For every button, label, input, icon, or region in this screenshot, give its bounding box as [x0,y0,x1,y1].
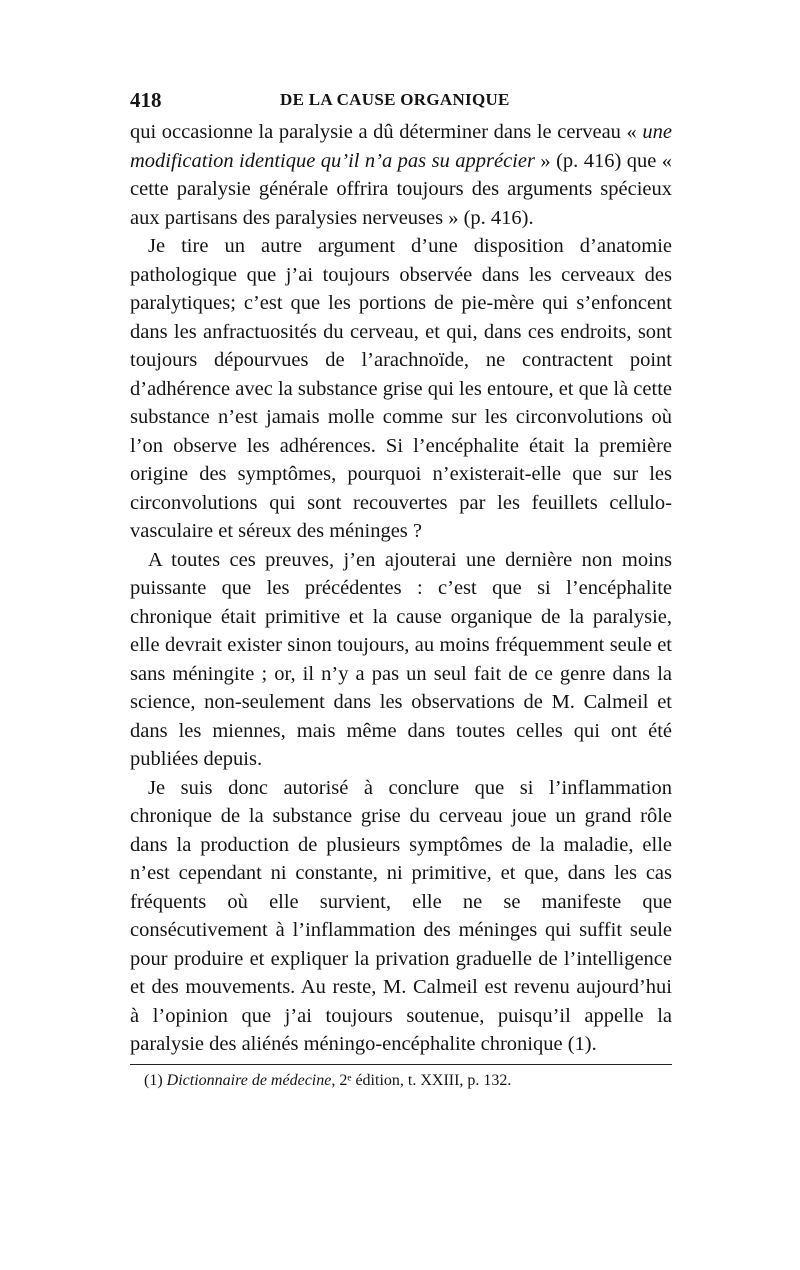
body-text [130,118,672,1059]
footnote-rule [130,1064,672,1065]
paragraph-1-run-3: » (p. 416) que « cette paralysie générale offrira toujours des arguments spécieux aux partisans des paralysies nerveuses » (p. 416). [130,149,672,229]
paragraph-4 [130,774,672,1059]
paragraph-3 [130,546,672,774]
page-number: 418 [130,88,162,112]
paragraph-1-run-2-italic: une modification identique qu’il n’a pas su apprécier [130,121,672,172]
paragraph-4-run-1: Je suis donc autorisé à conclure que si l’inflammation chronique de la substance grise du cerveau joue un grand rôle dans la production de plusieurs symptômes de la maladie, elle n’est cependant ni constante, ni primitive, et que, dans les cas fréquents où elle survient, elle ne se manifeste que consécutivement à l’inflammation des méninges qui suffit seule pour produire et expliquer la privation graduelle de l’intelligence et des mouvements. Au reste, M. Calmeil est revenu aujourd’hui à l’opinion que j’ai toujours soutenue, puisqu’il appelle la paralysie des aliénés méningo-encéphalite chronique (1). [130,776,672,1055]
paragraph-2 [130,232,672,546]
running-head [130,88,672,118]
footnote [130,1071,672,1091]
paragraph-1 [130,118,672,232]
paragraph-3-run-1: A toutes ces preuves, j’en ajouterai une dernière non moins puissante que les précédentes : c’est que si l’encéphalite chronique était primitive et la cause organique de la paralysie, elle devrait exister sinon toujours, au moins fréquemment seule et sans méningite ; or, il n’y a pas un seul fait de ce genre dans la science, non-seulement dans les observations de M. Calmeil et dans les miennes, mais même dans toutes celles qui ont été publiées depuis. [130,548,672,770]
footnote-work-title: Dictionnaire de médecine [166,1071,332,1089]
running-title: DE LA CAUSE ORGANIQUE [280,90,510,109]
paragraph-2-run-1: Je tire un autre argument d’une disposition d’anatomie pathologique que j’ai toujours observée dans les cerveaux des paralytiques; c’est que les portions de pie-mère qui s’enfoncent dans les anfractuosités du cerveau, et qui, dans ces endroits, sont toujours dépourvues de l’arachnoïde, ne contractent point d’adhérence avec la substance grise qui les entoure, et que là cette substance n’est jamais molle comme sur les circonvolutions où l’on observe les adhérences. Si l’encéphalite était la première origine des symptômes, pourquoi n’existerait-elle que sur les circonvolutions qui sont recouvertes par les feuillets cellulo-vasculaire et séreux des méninges ? [130,235,672,542]
paragraph-1-run-1: qui occasionne la paralysie a dû déterminer dans le cerveau « [130,121,643,143]
footnote-details: , 2ᵉ édition, t. XXIII, p. 132. [331,1071,512,1089]
book-page [130,88,672,1091]
footnote-marker: (1) [144,1071,163,1089]
